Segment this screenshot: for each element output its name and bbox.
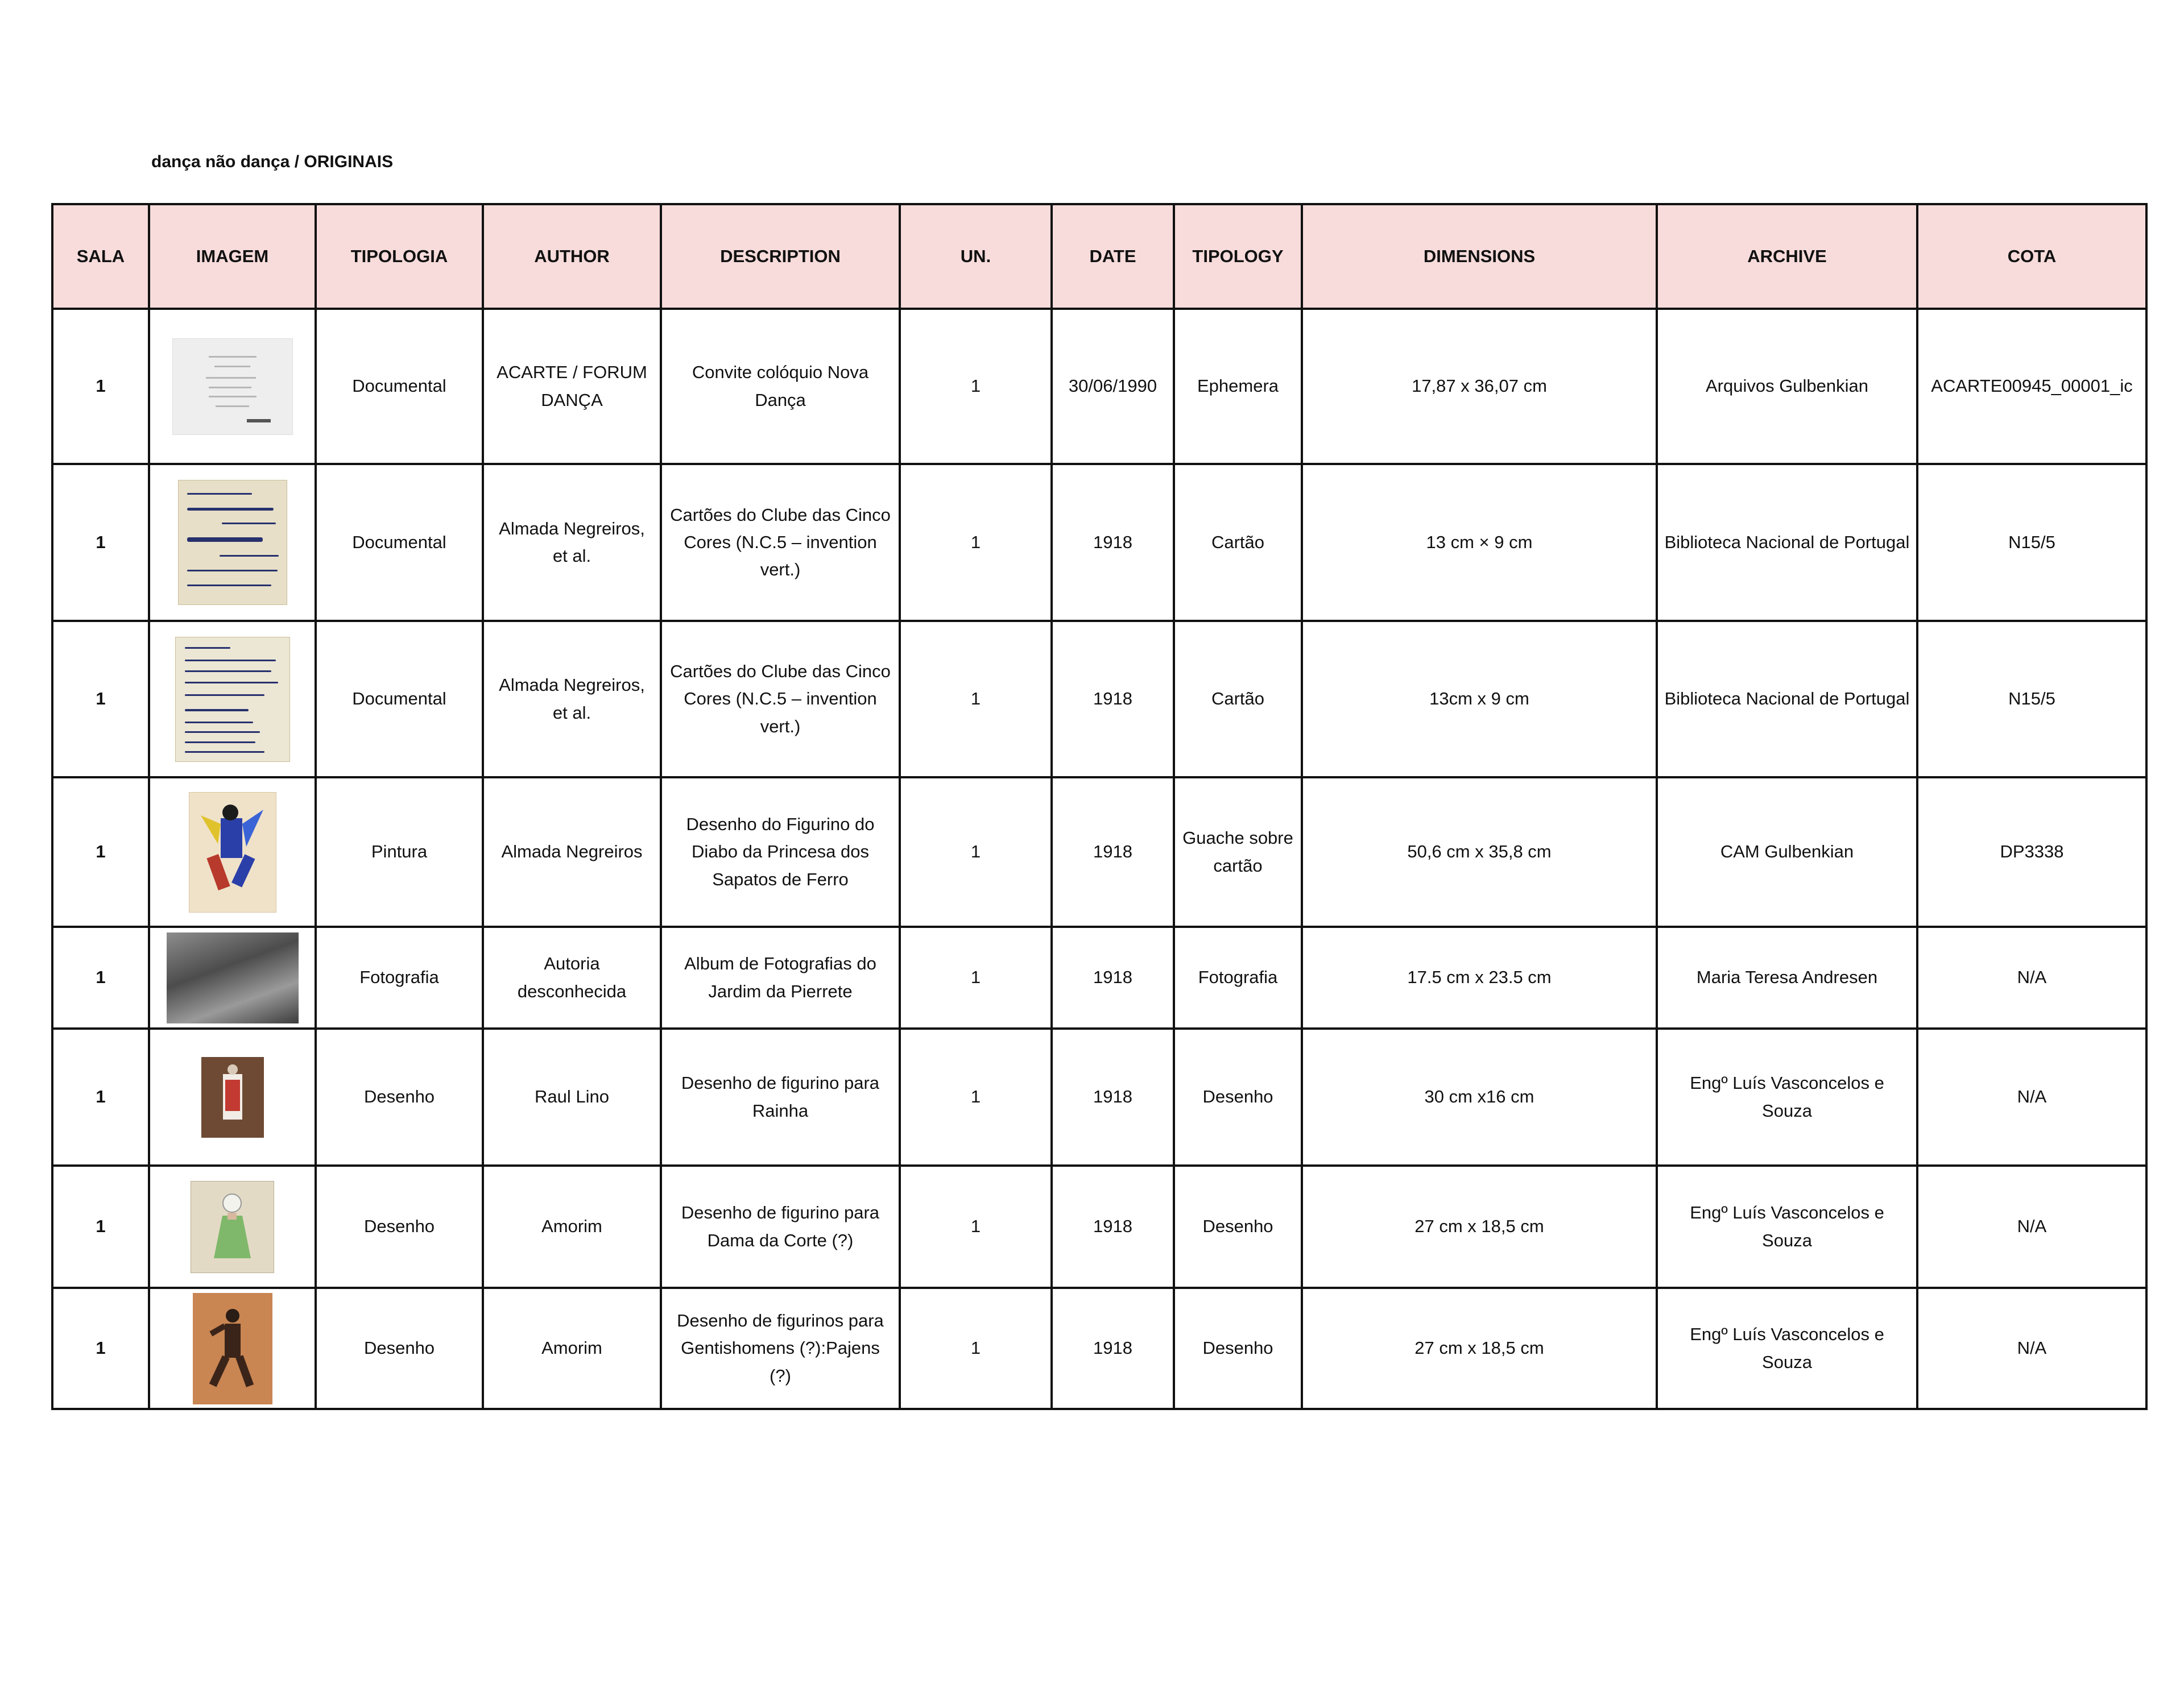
table-row <box>52 621 2146 777</box>
cell-sala: 1 <box>52 309 149 464</box>
cell-date: 1918 <box>1052 777 1174 927</box>
header-description: DESCRIPTION <box>661 204 900 309</box>
cell-dimensions: 27 cm x 18,5 cm <box>1302 1288 1657 1409</box>
cell-imagem <box>149 464 316 621</box>
inventory-table <box>51 203 2148 1410</box>
cell-description: Desenho do Figurino do Diabo da Princesa dos Sapatos de Ferro <box>661 777 900 927</box>
cell-tipology: Guache sobre cartão <box>1174 777 1302 927</box>
cell-author: Amorim <box>483 1166 661 1288</box>
cell-tipology: Desenho <box>1174 1029 1302 1166</box>
painting-thumbnail-icon <box>189 792 276 913</box>
cell-imagem <box>149 621 316 777</box>
header-date: DATE <box>1052 204 1174 309</box>
header-archive: ARCHIVE <box>1657 204 1917 309</box>
table-row <box>52 1288 2146 1409</box>
cell-archive: CAM Gulbenkian <box>1657 777 1917 927</box>
photo-thumbnail-icon <box>167 932 299 1023</box>
cell-un: 1 <box>900 309 1052 464</box>
cell-sala: 1 <box>52 927 149 1029</box>
cell-tipologia: Pintura <box>316 777 483 927</box>
cell-imagem <box>149 1288 316 1409</box>
header-author: AUTHOR <box>483 204 661 309</box>
cell-cota: N/A <box>1917 1029 2146 1166</box>
drawing-thumbnail-icon <box>193 1293 272 1404</box>
cell-cota: N15/5 <box>1917 621 2146 777</box>
cell-dimensions: 13 cm × 9 cm <box>1302 464 1657 621</box>
cell-archive: Maria Teresa Andresen <box>1657 927 1917 1029</box>
cell-description: Desenho de figurino para Rainha <box>661 1029 900 1166</box>
cell-description: Desenho de figurinos para Gentishomens (?):Pajens (?) <box>661 1288 900 1409</box>
cell-dimensions: 50,6 cm x 35,8 cm <box>1302 777 1657 927</box>
cell-imagem <box>149 309 316 464</box>
cell-author: Raul Lino <box>483 1029 661 1166</box>
cell-sala: 1 <box>52 464 149 621</box>
cell-imagem <box>149 1166 316 1288</box>
document-title: dança não dança / ORIGINAIS <box>151 152 394 171</box>
table-row <box>52 1029 2146 1166</box>
cell-author: Autoria desconhecida <box>483 927 661 1029</box>
cell-description: Album de Fotografias do Jardim da Pierrete <box>661 927 900 1029</box>
cell-tipologia: Documental <box>316 309 483 464</box>
header-tipologia: TIPOLOGIA <box>316 204 483 309</box>
card-thumbnail-icon <box>175 637 290 762</box>
cell-sala: 1 <box>52 1288 149 1409</box>
cell-author: Almada Negreiros, et al. <box>483 464 661 621</box>
cell-description: Convite colóquio Nova Dança <box>661 309 900 464</box>
cell-imagem <box>149 777 316 927</box>
card-thumbnail-icon <box>178 480 287 605</box>
cell-un: 1 <box>900 1288 1052 1409</box>
cell-tipologia: Desenho <box>316 1029 483 1166</box>
table-row <box>52 777 2146 927</box>
cell-tipology: Fotografia <box>1174 927 1302 1029</box>
cell-dimensions: 27 cm x 18,5 cm <box>1302 1166 1657 1288</box>
cell-tipology: Cartão <box>1174 464 1302 621</box>
table-row <box>52 309 2146 464</box>
cell-archive: Engº Luís Vasconcelos e Souza <box>1657 1166 1917 1288</box>
cell-un: 1 <box>900 621 1052 777</box>
cell-archive: Biblioteca Nacional de Portugal <box>1657 464 1917 621</box>
cell-tipology: Cartão <box>1174 621 1302 777</box>
cell-tipologia: Documental <box>316 621 483 777</box>
cell-cota: ACARTE00945_00001_ic <box>1917 309 2146 464</box>
cell-date: 1918 <box>1052 464 1174 621</box>
cell-tipologia: Desenho <box>316 1288 483 1409</box>
cell-description: Cartões do Clube das Cinco Cores (N.C.5 – invention vert.) <box>661 621 900 777</box>
cell-date: 1918 <box>1052 927 1174 1029</box>
drawing-thumbnail-icon <box>191 1181 274 1273</box>
cell-tipologia: Documental <box>316 464 483 621</box>
cell-archive: Biblioteca Nacional de Portugal <box>1657 621 1917 777</box>
cell-un: 1 <box>900 1166 1052 1288</box>
cell-date: 1918 <box>1052 621 1174 777</box>
cell-un: 1 <box>900 1029 1052 1166</box>
cell-description: Cartões do Clube das Cinco Cores (N.C.5 – invention vert.) <box>661 464 900 621</box>
header-imagem: IMAGEM <box>149 204 316 309</box>
cell-sala: 1 <box>52 1166 149 1288</box>
cell-imagem <box>149 1029 316 1166</box>
header-sala: SALA <box>52 204 149 309</box>
cell-cota: N/A <box>1917 927 2146 1029</box>
cell-tipology: Ephemera <box>1174 309 1302 464</box>
cell-author: Almada Negreiros <box>483 777 661 927</box>
cell-un: 1 <box>900 777 1052 927</box>
table-row <box>52 1166 2146 1288</box>
cell-cota: N15/5 <box>1917 464 2146 621</box>
header-row <box>52 204 2146 309</box>
cell-dimensions: 17.5 cm x 23.5 cm <box>1302 927 1657 1029</box>
cell-dimensions: 30 cm x16 cm <box>1302 1029 1657 1166</box>
cell-archive: Engº Luís Vasconcelos e Souza <box>1657 1029 1917 1166</box>
cell-author: ACARTE / FORUM DANÇA <box>483 309 661 464</box>
header-cota: COTA <box>1917 204 2146 309</box>
cell-archive: Engº Luís Vasconcelos e Souza <box>1657 1288 1917 1409</box>
cell-tipology: Desenho <box>1174 1166 1302 1288</box>
header-dimensions: DIMENSIONS <box>1302 204 1657 309</box>
drawing-thumbnail-icon <box>201 1057 264 1138</box>
cell-tipologia: Fotografia <box>316 927 483 1029</box>
document-thumbnail-icon <box>172 338 293 435</box>
cell-date: 1918 <box>1052 1166 1174 1288</box>
cell-dimensions: 17,87 x 36,07 cm <box>1302 309 1657 464</box>
cell-cota: DP3338 <box>1917 777 2146 927</box>
table-row <box>52 464 2146 621</box>
header-tipology: TIPOLOGY <box>1174 204 1302 309</box>
header-un: UN. <box>900 204 1052 309</box>
cell-sala: 1 <box>52 1029 149 1166</box>
cell-date: 1918 <box>1052 1029 1174 1166</box>
cell-tipologia: Desenho <box>316 1166 483 1288</box>
cell-author: Amorim <box>483 1288 661 1409</box>
cell-dimensions: 13cm x 9 cm <box>1302 621 1657 777</box>
table-row <box>52 927 2146 1029</box>
cell-archive: Arquivos Gulbenkian <box>1657 309 1917 464</box>
cell-un: 1 <box>900 927 1052 1029</box>
cell-date: 1918 <box>1052 1288 1174 1409</box>
cell-sala: 1 <box>52 777 149 927</box>
cell-date: 30/06/1990 <box>1052 309 1174 464</box>
cell-imagem <box>149 927 316 1029</box>
cell-un: 1 <box>900 464 1052 621</box>
cell-author: Almada Negreiros, et al. <box>483 621 661 777</box>
cell-cota: N/A <box>1917 1288 2146 1409</box>
cell-sala: 1 <box>52 621 149 777</box>
cell-tipology: Desenho <box>1174 1288 1302 1409</box>
cell-description: Desenho de figurino para Dama da Corte (?) <box>661 1166 900 1288</box>
cell-cota: N/A <box>1917 1166 2146 1288</box>
